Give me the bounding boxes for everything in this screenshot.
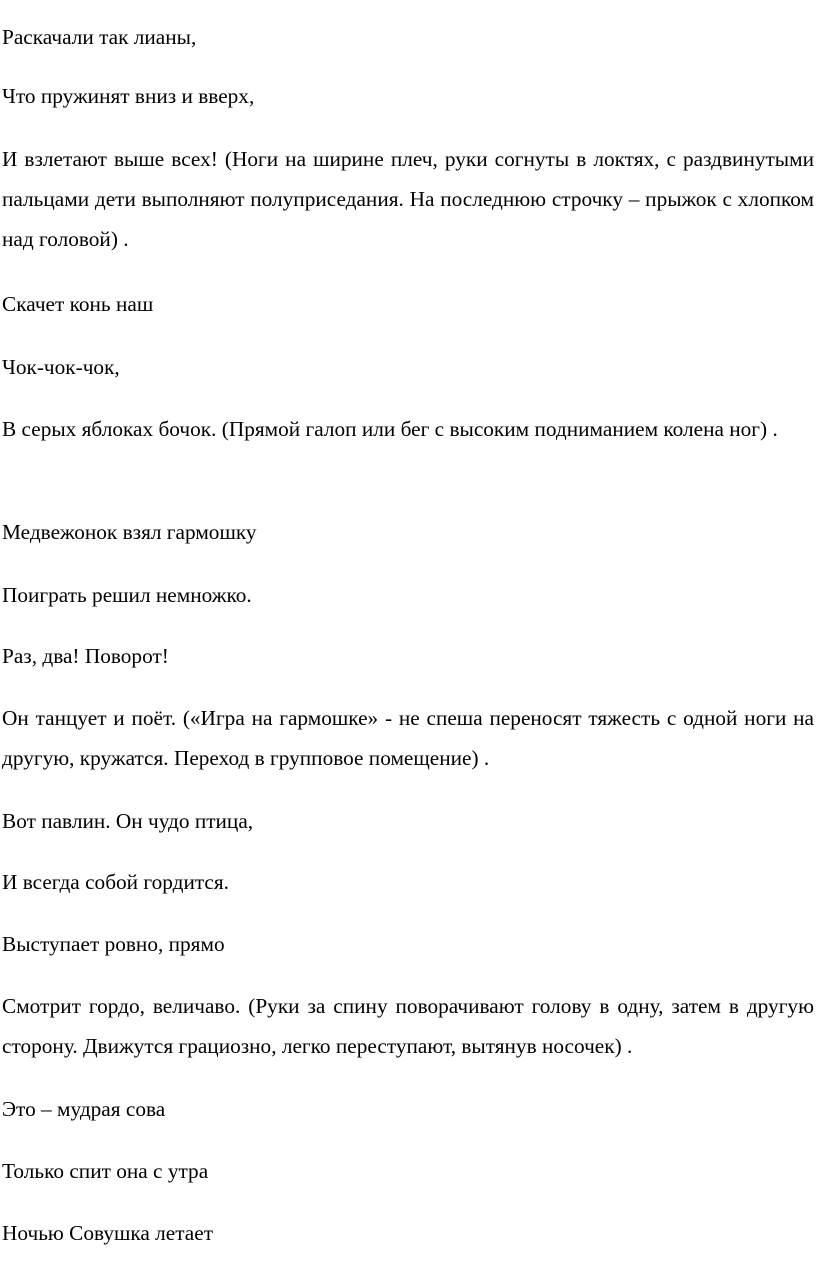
paragraph-16: Только спит она с утра [2, 1159, 209, 1183]
paragraph-8: Поиграть решил немножко. [2, 583, 252, 607]
paragraph-15: Это – мудрая сова [2, 1097, 166, 1121]
paragraph-1: Раскачали так лианы, [2, 25, 197, 49]
paragraph-4: Скачет конь наш [2, 292, 154, 316]
paragraph-11: Вот павлин. Он чудо птица, [2, 809, 254, 833]
paragraph-10: Он танцует и поёт. («Игра на гармошке» - не спеша переносят тяжесть с одной ноги на другую, кружатся. Переход в групповое помещение) . [2, 706, 814, 770]
paragraph-13: Выступает ровно, прямо [2, 932, 225, 956]
paragraph-5: Чок-чок-чок, [2, 355, 120, 379]
paragraph-14: Смотрит гордо, величаво. (Руки за спину поворачивают голову в одну, затем в другую сторону. Движутся грациозно, легко переступают, вытянув носочек) . [2, 994, 814, 1058]
paragraph-2: Что пружинят вниз и вверх, [2, 84, 255, 108]
paragraph-6: В серых яблоках бочок. (Прямой галоп или бег с высоким подниманием колена ног) . [2, 417, 778, 441]
paragraph-7: Медвежонок взял гармошку [2, 520, 257, 544]
paragraph-3: И взлетают выше всех! (Ноги на ширине плеч, руки согнуты в локтях, с раздвинутыми пальцами дети выполняют полуприседания. На последнюю строчку – прыжок с хлопком над головой) . [2, 147, 814, 251]
paragraph-9: Раз, два! Поворот! [2, 644, 169, 668]
paragraph-12: И всегда собой гордится. [2, 870, 229, 894]
paragraph-17: Ночью Совушка летает [2, 1221, 214, 1245]
